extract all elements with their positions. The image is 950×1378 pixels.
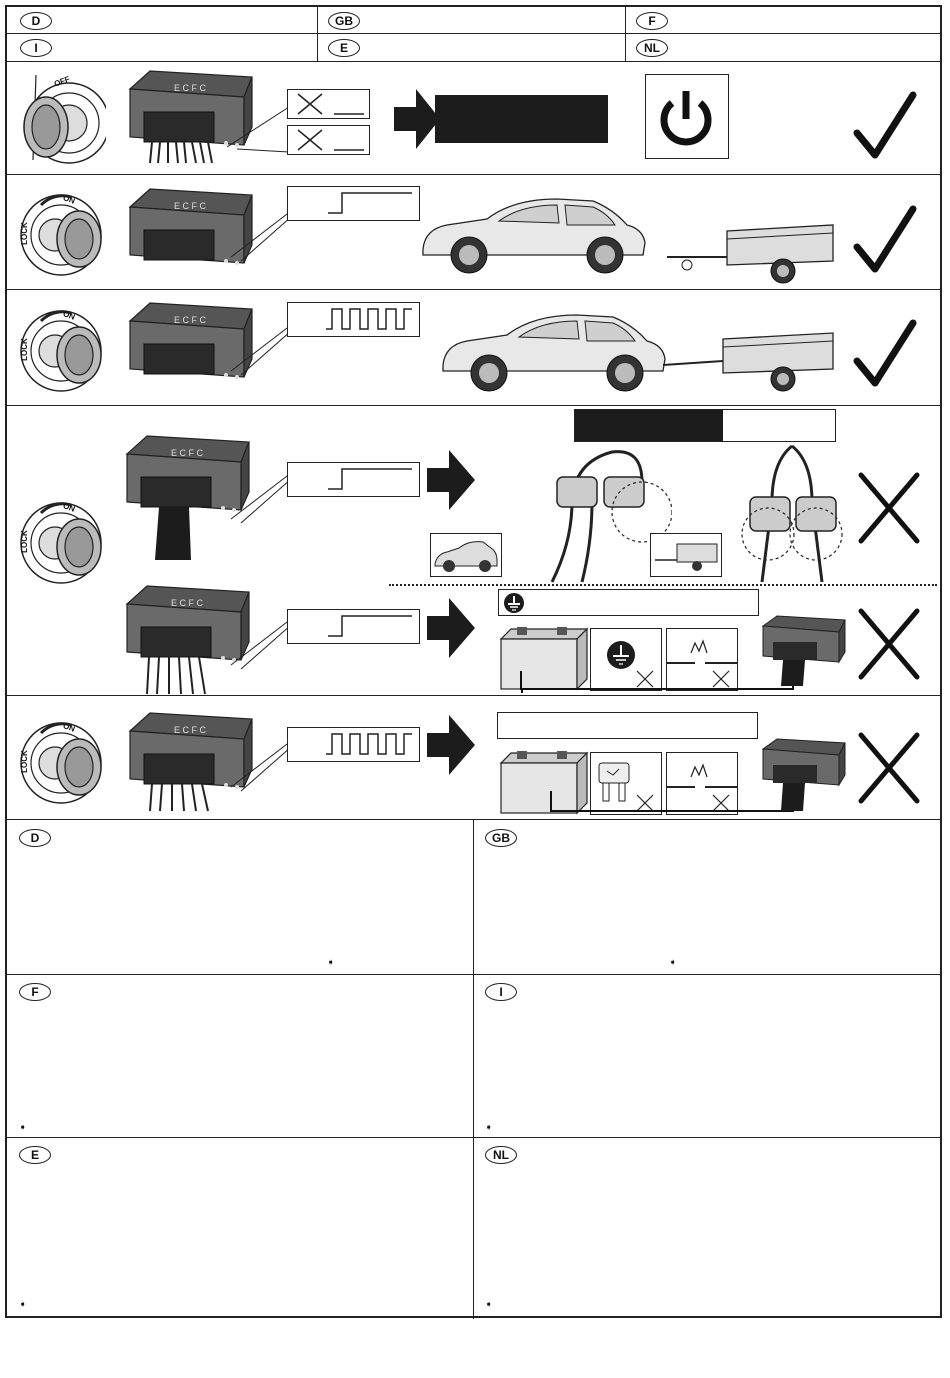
signal-blinking xyxy=(287,727,420,762)
ground-icon xyxy=(503,592,525,614)
panel-badge-e: E xyxy=(19,1146,51,1164)
wire-illustration xyxy=(517,667,797,697)
signal-steady xyxy=(287,609,420,644)
ignition-lock-label: LOCK xyxy=(19,338,29,361)
power-icon xyxy=(646,75,727,157)
instruction-sheet xyxy=(5,5,942,1318)
check-icon xyxy=(853,319,917,391)
check-icon xyxy=(853,91,917,163)
trailer-illustration xyxy=(657,217,837,287)
ignition-lock-label: LOCK xyxy=(19,530,29,553)
continue-arrow-icon: ➧ xyxy=(19,1299,27,1309)
continue-arrow-icon: ➧ xyxy=(19,1122,27,1132)
continue-arrow-icon: ➧ xyxy=(327,957,335,967)
ignition-lock-label: LOCK xyxy=(19,222,29,245)
right-arrow-icon xyxy=(427,715,475,775)
svg-text:E C F C: E C F C xyxy=(174,315,207,325)
signal-steady xyxy=(287,186,420,221)
indicator-led-1-off xyxy=(287,89,370,119)
svg-text:E C F C: E C F C xyxy=(174,725,207,735)
panel-badge-nl: NL xyxy=(485,1146,517,1164)
cross-icon xyxy=(855,469,923,547)
status-bar-off xyxy=(435,95,608,143)
right-arrow-icon xyxy=(427,598,475,658)
lang-badge-nl: NL xyxy=(636,39,668,57)
svg-text:E C F C: E C F C xyxy=(171,448,204,458)
cross-icon xyxy=(855,729,923,807)
car-with-trailer-illustration xyxy=(437,305,837,400)
lang-badge-d: D xyxy=(20,12,52,30)
lang-badge-e: E xyxy=(328,39,360,57)
svg-text:E C F C: E C F C xyxy=(171,598,204,608)
module-small xyxy=(759,735,849,817)
panel-badge-i: I xyxy=(485,983,517,1001)
ground-status-bar xyxy=(498,589,759,616)
ignition-on-label: ON xyxy=(61,501,77,514)
panel-badge-d: D xyxy=(19,829,51,847)
trailer-thumbnail xyxy=(650,533,722,577)
car-illustration xyxy=(417,189,647,279)
ignition-on-label: ON xyxy=(61,193,77,206)
continue-arrow-icon: ➧ xyxy=(485,1122,493,1132)
lang-badge-gb: GB xyxy=(328,12,360,30)
svg-text:E C F C: E C F C xyxy=(174,201,207,211)
plug-connectors-detail xyxy=(732,442,852,587)
right-arrow-icon xyxy=(394,89,440,149)
signal-blinking xyxy=(287,302,420,337)
signal-steady xyxy=(287,462,420,497)
ignition-lock-label: LOCK xyxy=(19,750,29,773)
fuse-status-bar xyxy=(497,712,758,739)
lang-badge-i: I xyxy=(20,39,52,57)
indicator-led-2-off xyxy=(287,125,370,155)
power-icon-box xyxy=(645,74,729,159)
panel-badge-gb: GB xyxy=(485,829,517,847)
continue-arrow-icon: ➧ xyxy=(669,957,677,967)
continue-arrow-icon: ➧ xyxy=(485,1299,493,1309)
car-thumbnail xyxy=(430,533,502,577)
status-bar-fill xyxy=(575,410,723,441)
ignition-on-label: ON xyxy=(61,309,77,322)
lang-badge-f: F xyxy=(636,12,668,30)
module-logo: E C F C xyxy=(174,83,207,93)
right-arrow-icon xyxy=(427,450,475,510)
ignition-on-label: ON xyxy=(61,721,77,734)
panel-badge-f: F xyxy=(19,983,51,1001)
plug-connectors-illustration xyxy=(512,442,672,587)
module-small xyxy=(759,612,849,692)
cross-icon xyxy=(855,605,923,683)
dotted-divider xyxy=(389,584,937,586)
ignition-off-label: OFF xyxy=(52,74,72,89)
check-icon xyxy=(853,205,917,277)
